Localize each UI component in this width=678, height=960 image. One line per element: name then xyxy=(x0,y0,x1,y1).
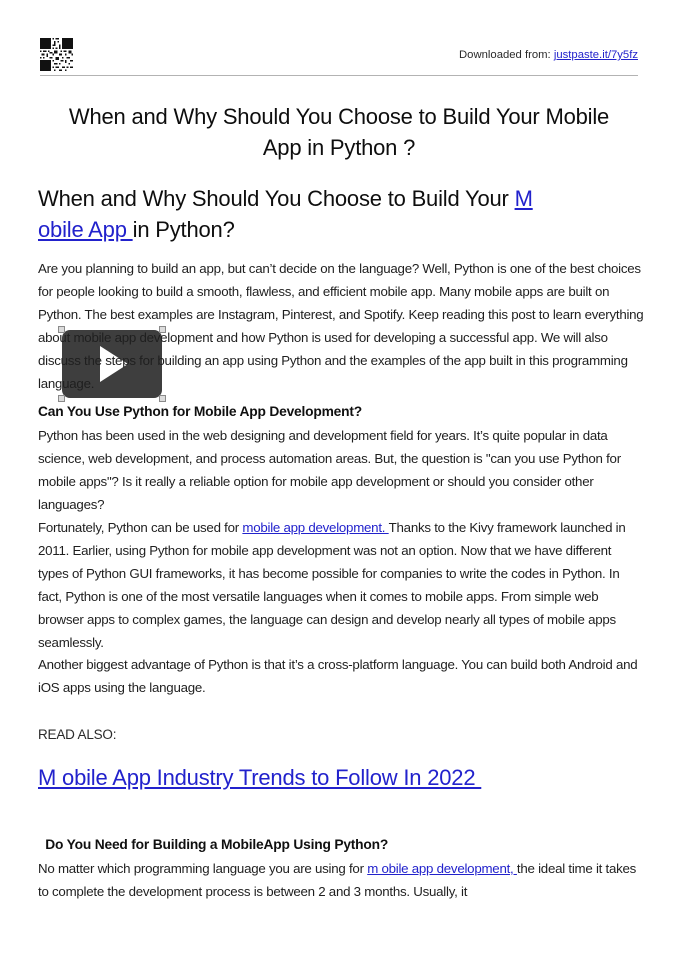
header-divider xyxy=(40,75,638,76)
article-heading-tail: in Python? xyxy=(132,217,235,242)
mobile-app-development-link[interactable]: mobile app development. xyxy=(242,520,389,535)
section-heading-time-needed: Do You Need for Building a MobileApp Using Python? xyxy=(38,837,389,852)
download-attribution xyxy=(459,49,638,61)
paragraph-kivy-framework xyxy=(38,516,644,654)
paragraph-kivy-post: Thanks to the Kivy framework launched in 2011. Earlier, using Python for mobile app development was not an option. Now that we have different types of Python GUI frameworks, it has become possible for companies to write the codes in Python. In fact, Python is one of the most versatile languages when it comes to mobile apps. From simple web browser apps to complex games, the language can design and develop nearly all types of mobile apps seamlessly. xyxy=(38,520,626,650)
resize-handle-bottom-left[interactable] xyxy=(58,395,65,402)
intro-paragraph: Are you planning to build an app, but can’t decide on the language? Well, Python is one of the best choices for people looking to build a smooth, flawless, and efficient mobile app. Many mobile apps are built on Python. The best examples are Instagram, Pinterest, and Spotify. Keep reading this post to learn everything about mobile app development and how Python is used for developing a successful app. We will also discuss the steps for building an app using Python and the examples of the app built in this programming language. xyxy=(38,261,644,391)
justpaste-link[interactable]: justpaste.it/7y5fz xyxy=(553,49,638,61)
read-also-label: READ ALSO: xyxy=(38,727,117,742)
resize-handle-bottom-right[interactable] xyxy=(159,395,166,402)
industry-trends-link[interactable]: M obile App Industry Trends to Follow In 2022 xyxy=(38,765,482,790)
page-title: When and Why Should You Choose to Build Your Mobile App in Python ? xyxy=(68,104,610,160)
qr-code-icon xyxy=(40,38,73,71)
read-also-block xyxy=(38,762,658,793)
mobile-app-link[interactable]: M obile App xyxy=(38,186,533,242)
paragraph-time-post: the ideal time it takes to complete the development process is between 2 and 3 months. Usually, it xyxy=(38,861,637,899)
downloaded-from-label: Downloaded from: xyxy=(459,49,554,61)
article-heading-text: When and Why Should You Choose to Build Your xyxy=(38,186,515,211)
paragraph-python-history: Python has been used in the web designing and development field for years. It’s quite popular in data science, web development, and process automation areas. But, the question is "can you use Python for mobile apps"? Is it really a reliable option for mobile app development or should you consider other languages? xyxy=(38,428,621,512)
paragraph-kivy-pre: Fortunately, Python can be used for xyxy=(38,520,243,535)
article-heading xyxy=(38,183,538,245)
paragraph-development-time xyxy=(38,857,644,903)
section-heading-can-you-use-python: Can You Use Python for Mobile App Development? xyxy=(38,404,362,419)
paragraph-cross-platform: Another biggest advantage of Python is that it’s a cross-platform language. You can build both Android and iOS apps using the language. xyxy=(38,657,638,695)
mobile-app-development-link-2[interactable]: m obile app development, xyxy=(367,861,517,876)
paragraph-time-pre: No matter which programming language you are using for xyxy=(38,861,368,876)
